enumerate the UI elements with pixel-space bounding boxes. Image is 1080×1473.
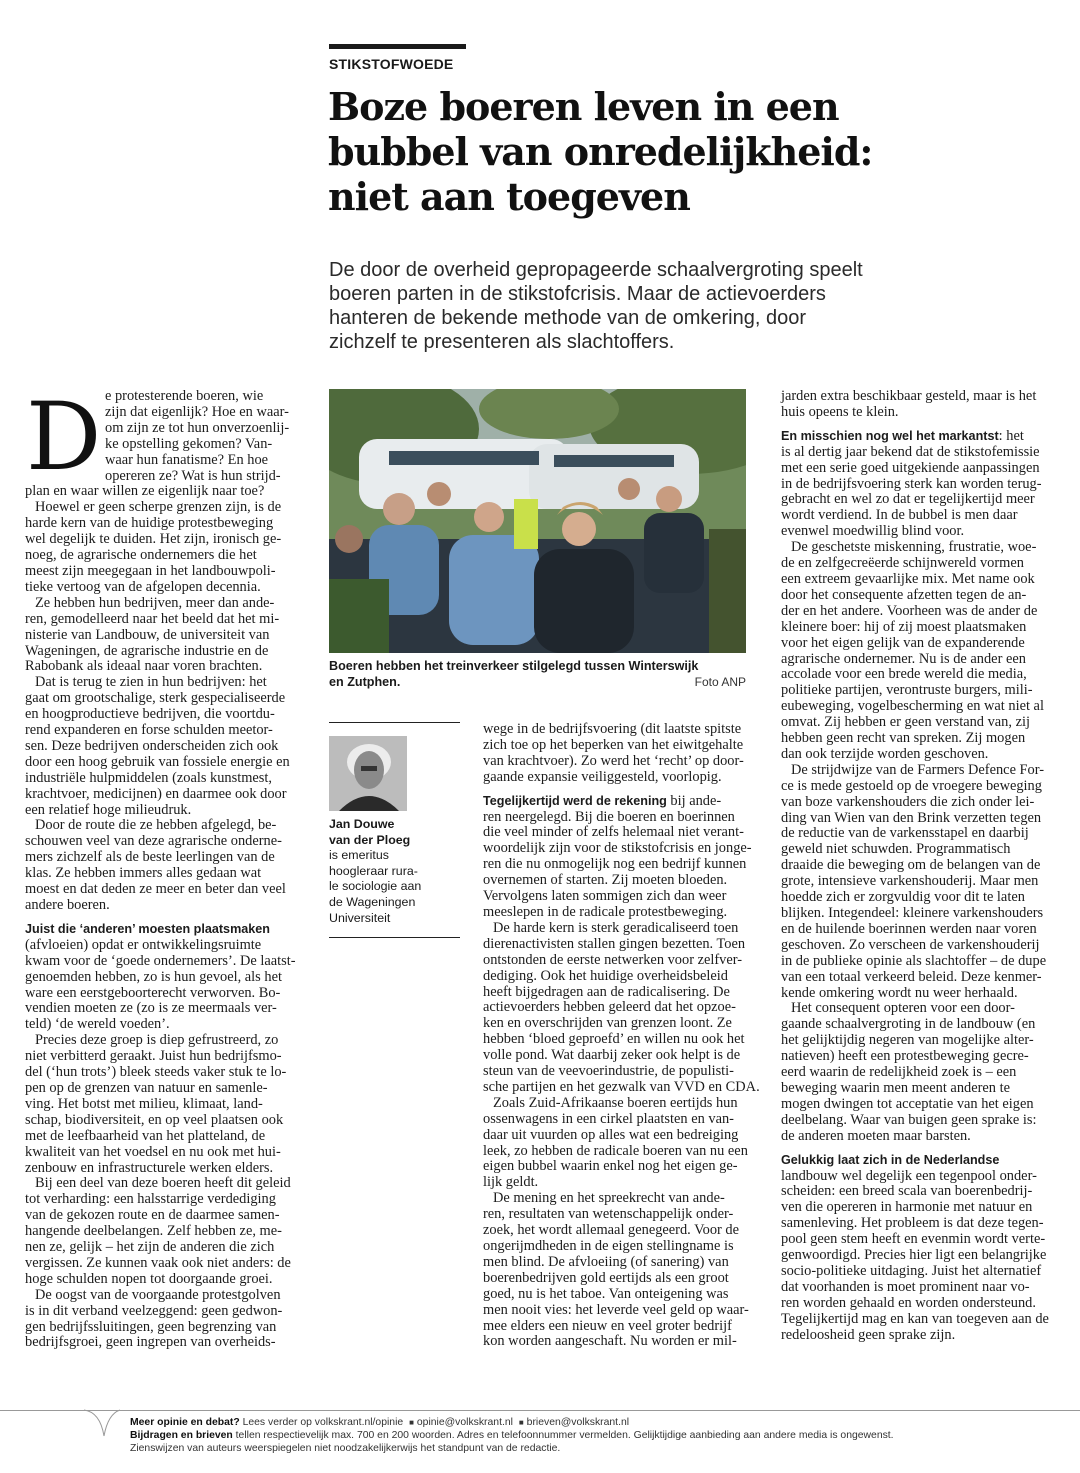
body-line: de en zelfgecreëerde schijnwereld vormen bbox=[781, 555, 1024, 572]
photo-credit: Foto ANP bbox=[694, 675, 746, 689]
body-line: een relatief hoge milieudruk. bbox=[25, 801, 192, 818]
lead-line: boeren parten in de stikstofcrisis. Maar de actievoerders bbox=[329, 283, 826, 305]
author-bio-line: hoogleraar rura- bbox=[329, 863, 418, 878]
footer-line-3: Zienswijzen van auteurs weerspiegelen niet noodzakelijkerwijs het standpunt van de redactie. bbox=[130, 1443, 561, 1454]
body-line: tot verharding: een halsstarrige verdediging bbox=[25, 1191, 276, 1208]
headline-line: bubbel van onredelijkheid: bbox=[328, 129, 873, 174]
body-line: klas. Ze hebben immers alles gedaan wat bbox=[25, 865, 262, 882]
body-line: van boze varkenshouders die zich onder lei- bbox=[781, 793, 1035, 810]
body-line: hoge schulden nopen tot doorgaande groei. bbox=[25, 1270, 273, 1287]
body-line: De oogst van de voorgaande protestgolven bbox=[35, 1286, 281, 1303]
body-line: meeslepen in de radicale protestbeweging. bbox=[483, 903, 728, 920]
opinie-email-link[interactable]: opinie@volkskrant.nl bbox=[416, 1417, 513, 1428]
body-line: om zijn ze tot hun onverzoenlij- bbox=[105, 419, 290, 436]
body-line: van krachtvoer). Zo werd het ‘recht’ op door- bbox=[483, 752, 744, 769]
subheading-text: Juist die ‘anderen’ moesten plaatsmaken bbox=[25, 921, 270, 936]
body-line: Bij een deel van deze boeren heeft dit geleid bbox=[35, 1175, 291, 1192]
body-line: Zoals Zuid-Afrikaanse boeren eertijds hun bbox=[493, 1094, 738, 1111]
body-line: het gelijktijdig negeren van mogelijke alter- bbox=[781, 1032, 1034, 1049]
headline-line: Boze boeren leven in een bbox=[328, 84, 839, 129]
body-line: ken en overschrijden van grenzen loont. Ze bbox=[483, 1015, 732, 1032]
body-line: industriële hulpmiddelen (zoals kunstmest, bbox=[25, 769, 272, 786]
footer-ornament-icon bbox=[82, 1408, 122, 1438]
body-line: geschoven. Zo verscheen de varkenshouderij bbox=[781, 936, 1040, 953]
body-line: nen ze, gelijk – het zijn de anderen die zich bbox=[25, 1239, 275, 1256]
author-name bbox=[329, 817, 469, 848]
body-line: dierenactivisten stallen gingen bezetten. Toen bbox=[483, 935, 746, 952]
author-portrait bbox=[329, 736, 407, 811]
body-line: gaande expansie veiliggesteld, voorlopig. bbox=[483, 768, 722, 785]
lead-line: hanteren de bekende methode van de omkering, door bbox=[329, 307, 807, 329]
footer-info bbox=[130, 1416, 1070, 1455]
body-line: der en het andere. Voorheen was de ander de bbox=[781, 602, 1038, 619]
body-line: De geschetste miskenning, frustratie, woe- bbox=[791, 539, 1037, 556]
article-lead bbox=[329, 258, 1029, 354]
body-line: genwoordigd. Precies hier ligt een belangrijke bbox=[781, 1247, 1047, 1264]
body-line: door een hoog gebruik van fossiele energie en bbox=[25, 753, 290, 770]
body-line: accolade voor een brede wereld die media, bbox=[781, 666, 1027, 683]
body-line: de anderen moeten maar barsten. bbox=[781, 1127, 971, 1144]
body-line: mers zichzelf als de beste leerlingen van de bbox=[25, 849, 275, 866]
body-line: andere boeren. bbox=[25, 897, 110, 913]
subheading-line bbox=[781, 429, 1043, 445]
body-line: ren, gemodelleerd naar het beeld dat het mi- bbox=[25, 610, 280, 627]
body-line: socio-politieke uitdaging. Juist het alternatief bbox=[781, 1262, 1042, 1279]
body-line: schouwen veel van deze agrarische onderne- bbox=[25, 833, 282, 850]
author-bio bbox=[329, 848, 469, 926]
body-line: men blind. De afvloeiing (of sanering) van bbox=[483, 1253, 729, 1270]
paragraph-gap bbox=[781, 1145, 1043, 1153]
body-line: rend expanderen en forse schulden meetor- bbox=[25, 722, 273, 739]
body-line: plan en waar willen ze eigenlijk naar toe? bbox=[25, 483, 265, 500]
body-line: hebben ‘bloed geproefd’ en willen nu ook het bbox=[483, 1031, 745, 1048]
subheading-line bbox=[25, 922, 287, 938]
body-line: sche partijen en het gezwalk van VVD en CDA. bbox=[483, 1078, 760, 1095]
body-line: blijken. Integendeel: kleinere varkenshouders bbox=[781, 905, 1044, 921]
footer-line-1 bbox=[130, 1416, 1070, 1429]
body-line: draaide die beweging om de belangen van de bbox=[781, 857, 1041, 874]
body-line: eigen bubbel waarin enkel nog het eigen ge- bbox=[483, 1158, 738, 1175]
body-line: men nooit vies: het leverde veel geld op waar- bbox=[483, 1301, 749, 1318]
body-line: mee elders een nieuw en veel groter bedrijf bbox=[483, 1317, 732, 1334]
body-line: wordt verdiend. In de bubbel is men daar bbox=[781, 507, 1018, 524]
body-line: De strijdwijze van de Farmers Defence For- bbox=[791, 761, 1045, 778]
body-line: hebben geen recht van spreken. Zij mogen bbox=[781, 730, 1026, 747]
body-line: met de leefbaarheid van het platteland, de bbox=[25, 1127, 266, 1144]
body-line: politieke partijen, verontruste burgers, mili- bbox=[781, 682, 1033, 699]
body-line: jarden extra beschikbaar gesteld, maar is het bbox=[781, 388, 1037, 404]
body-line: geweld niet schuwden. Programmatisch bbox=[781, 841, 1011, 858]
body-line: in de publieke opinie als slachtoffer – de dupe bbox=[781, 952, 1047, 969]
body-line: Precies deze groep is diep gefrustreerd, zo bbox=[35, 1032, 279, 1049]
article-headline bbox=[328, 84, 1028, 219]
body-line: zich toe op het beperken van het eiwitgehalte bbox=[483, 736, 744, 753]
body-line: niet verbitterd geraakt. Juist hun bedrijfsmo- bbox=[25, 1048, 282, 1065]
body-line: vergissen. Ze kunnen vaak ook niet anders: de bbox=[25, 1254, 291, 1271]
body-line: beweging waarin men meent anderen te bbox=[781, 1079, 1010, 1096]
body-line: ossenwagens in een cirkel plaatsten en van- bbox=[483, 1110, 734, 1127]
caption-line: en Zutphen. bbox=[329, 675, 401, 689]
body-line: actievoerders hebben geleerd dat het opzoe- bbox=[483, 999, 736, 1016]
body-line: moest en dat deden ze meer en beter dan veel bbox=[25, 881, 286, 898]
body-line: tieke vertoog van de afgelopen decennia. bbox=[25, 578, 261, 595]
body-line: natieven) heeft een protestbeweging gecre- bbox=[781, 1048, 1029, 1065]
body-line: noeg, de agrarische ondernemers die het bbox=[25, 547, 257, 564]
lead-line: De door de overheid gepropageerde schaalvergroting speelt bbox=[329, 259, 863, 281]
body-line: Rabobank als ideaal naar voren brachten. bbox=[25, 658, 263, 675]
footer-rule bbox=[0, 1410, 1080, 1411]
caption-line: Boeren hebben het treinverkeer stilgelegd tussen Winterswijk bbox=[329, 659, 699, 673]
body-line: Door de route die ze hebben afgelegd, be- bbox=[35, 817, 277, 834]
body-line: omvat. Zij hebben er geen verstand van, zij bbox=[781, 714, 1030, 731]
article-column-3 bbox=[781, 388, 1049, 1343]
body-line: nisterie van Landbouw, de universiteit van bbox=[25, 626, 270, 643]
body-line: daar uit vuurden op alles wat een bedreiging bbox=[483, 1126, 739, 1143]
body-line: lijk geldt. bbox=[483, 1174, 539, 1191]
body-text: bij ande- bbox=[666, 792, 722, 809]
kicker-rule bbox=[329, 44, 466, 49]
body-line: zoek, het wordt allemaal genegeerd. Voor de bbox=[483, 1222, 740, 1239]
author-bio-line: le sociologie aan bbox=[329, 879, 422, 894]
photo-caption bbox=[329, 658, 746, 690]
section-kicker: STIKSTOFWOEDE bbox=[329, 56, 454, 72]
body-line: boerenbedrijven gold eertijds als een groot bbox=[483, 1269, 729, 1286]
body-line: ongerijmdheden in de eigen stellingname is bbox=[483, 1238, 734, 1254]
body-line: genoemden hebben, zo is hun gevoel, als het bbox=[25, 968, 282, 985]
paragraph-gap bbox=[25, 914, 287, 922]
body-line: wege in de bedrijfsvoering (dit laatste spitste bbox=[483, 721, 742, 737]
body-line: opereren ze? Wat is hun strijd- bbox=[105, 467, 281, 484]
body-line: Ze hebben hun bedrijven, meer dan ande- bbox=[35, 594, 275, 611]
body-line: ren neergelegd. Bij die boeren en boerinnen bbox=[483, 808, 735, 825]
body-line: Het consequent opteren voor een door- bbox=[791, 1000, 1015, 1017]
body-line: landbouw wel degelijk een tegenpool onder- bbox=[781, 1167, 1037, 1184]
footer-bijdragen-label: Bijdragen en brieven bbox=[130, 1430, 233, 1441]
caption-text bbox=[329, 658, 746, 690]
author-box-rule bbox=[329, 722, 460, 723]
body-line: een extreem gevaarlijke mix. Met name ook bbox=[781, 570, 1035, 587]
body-line: Hoewel er geen scherpe grenzen zijn, is de bbox=[35, 499, 282, 516]
body-line: waar hun fanatisme? En hoe bbox=[105, 451, 269, 468]
body-line: gaat om grootschalige, sterk gespecialiseerde bbox=[25, 690, 286, 707]
body-line: zijn dat eigenlijk? Hoe en waar- bbox=[105, 403, 289, 420]
body-line: ontstonden de eerste netwerken voor zelfver- bbox=[483, 951, 743, 968]
headline-line: niet aan toegeven bbox=[328, 174, 690, 219]
body-line: samenleving. Het probleem is dat deze tegen- bbox=[781, 1215, 1044, 1232]
body-line: eerd waarin de redelijkheid zoek is – een bbox=[781, 1064, 1017, 1081]
author-box-bottom-rule bbox=[329, 937, 460, 938]
body-line: ven die opereren in harmonie met natuur en bbox=[781, 1199, 1033, 1216]
body-line: ce is mede gestoeld op de vroegere beweging bbox=[781, 777, 1042, 794]
body-line: e protesterende boeren, wie bbox=[105, 388, 264, 404]
body-line: dan ook terzijde worden geschoven. bbox=[781, 745, 989, 762]
body-line: schap, biodiversiteit, en op veel plaatsen ook bbox=[25, 1111, 284, 1128]
body-line: De harde kern is sterk geradicaliseerd toen bbox=[493, 919, 739, 936]
body-line: en hoogproductieve bedrijven, die voortdu- bbox=[25, 706, 275, 723]
body-line: agrarische ondernemer. Nu is de ander een bbox=[781, 650, 1026, 667]
author-info bbox=[329, 817, 469, 926]
body-line: gebracht en wel zo dat er tegelijkertijd meer bbox=[781, 491, 1035, 508]
body-line: deelbelang. Waar van buigen geen sprake is: bbox=[781, 1111, 1037, 1128]
body-line: ving. Het botst met milieu, klimaat, land- bbox=[25, 1095, 263, 1112]
body-line: del (‘hun trots’) bleek steeds vaker stuk te lo- bbox=[25, 1064, 287, 1081]
body-line: de reductie van de varkensstapel en daarbij bbox=[781, 825, 1029, 842]
footer-line-2 bbox=[130, 1429, 1070, 1442]
body-line: woordelijk zijn voor de stikstofcrisis en jonge- bbox=[483, 840, 752, 857]
body-line: volle pond. Wat daarbij zeker ook helpt is de bbox=[483, 1047, 741, 1064]
author-bio-line: de Wageningen bbox=[329, 894, 416, 909]
body-line: wel degelijk te duiden. Het zijn, ironisch ge- bbox=[25, 531, 282, 548]
author-name-line: van der Ploeg bbox=[329, 832, 411, 847]
news-photo bbox=[329, 389, 746, 653]
brieven-email-link[interactable]: brieven@volkskrant.nl bbox=[526, 1417, 630, 1428]
body-line: huis opeens te klein. bbox=[781, 403, 899, 420]
body-line: harde kern van de huidige protestbeweging bbox=[25, 515, 274, 532]
body-line: dat voorhanden is moet prominent naar vo- bbox=[781, 1278, 1030, 1295]
body-line: dediging. Ook het huidige overheidsbeleid bbox=[483, 967, 728, 984]
subheading-line bbox=[781, 1153, 1043, 1169]
body-line: Wageningen, de agrarische industrie en de bbox=[25, 642, 269, 659]
body-line: met een serie goed uitgekiende aanpassingen bbox=[781, 459, 1040, 476]
body-line: die veel minder of zelfs helemaal niet verant- bbox=[483, 824, 744, 841]
body-line: gaande schaalvergroting in de landbouw (en bbox=[781, 1016, 1036, 1033]
body-line: ware een eerstgeboorterecht verworven. Bo- bbox=[25, 984, 281, 1001]
subheading-text: Gelukkig laat zich in de Nederlandse bbox=[781, 1152, 1000, 1167]
article-column-2 bbox=[483, 721, 760, 1350]
body-line: Tegelijkertijd mag en kan van toegeven aan de bbox=[781, 1310, 1049, 1327]
footer-opinie-text: Lees verder op volkskrant.nl/opinie bbox=[239, 1417, 404, 1428]
body-line: kleinere boer: hij of zij moest plaatsmaken bbox=[781, 618, 1027, 635]
article-column-1 bbox=[25, 383, 296, 1351]
square-bullet-icon: ■ bbox=[518, 1418, 524, 1427]
body-line: ren, resultaten van wetenschappelijk onder- bbox=[483, 1206, 734, 1223]
body-line: van de gekozen route en de daarmee samen- bbox=[25, 1207, 280, 1224]
body-line: heeft bijgedragen aan de radicalisering. De bbox=[483, 983, 730, 1000]
body-line: vendien moeten ze (zo is ze meermaals ver- bbox=[25, 1000, 277, 1017]
body-line: hangende deelbelangen. Zelf hebben ze, me- bbox=[25, 1223, 282, 1240]
body-line: voor het eigen gelijk van de expanderende bbox=[781, 634, 1025, 651]
body-line: leek, zo hebben de radicale boeren van nu een bbox=[483, 1142, 748, 1159]
body-line: is al dertig jaar bekend dat de stikstofemissie bbox=[781, 443, 1040, 460]
body-line: evenwel moedwillig blind voor. bbox=[781, 523, 965, 540]
body-line: door het consequente afzetten tegen de an- bbox=[781, 586, 1027, 603]
body-line: teld) ‘de wereld voeden’. bbox=[25, 1016, 170, 1033]
body-line: krachtvoer, medicijnen) en daarmee ook door bbox=[25, 785, 287, 802]
subheading-text: Tegelijkertijd werd de rekening bbox=[483, 793, 667, 808]
body-line: kwam voor de ‘goede ondernemers’. De laatst- bbox=[25, 952, 296, 969]
body-line: pen op de grenzen van natuur en samenle- bbox=[25, 1079, 268, 1096]
body-line: (afvloeien) opdat er ontwikkelingsruimte bbox=[25, 936, 262, 953]
body-text: : het bbox=[998, 427, 1024, 444]
body-line: in de bedrijfsvoering sterk kan worden terug- bbox=[781, 475, 1042, 492]
body-line: ren worden gehaald en worden ondersteund. bbox=[781, 1294, 1036, 1311]
square-bullet-icon: ■ bbox=[409, 1418, 414, 1427]
body-line: zenbouw en infrastructurele werken elders. bbox=[25, 1159, 274, 1176]
body-line: scheiden: een breed scala van boerenbedrij- bbox=[781, 1183, 1033, 1200]
author-bio-line: Universiteit bbox=[329, 910, 391, 925]
body-line: hoedde zich er zorgvuldig voor dit te laten bbox=[781, 889, 1025, 906]
drop-cap: D bbox=[26, 383, 102, 492]
body-line: bedrijfsgroei, geen ingrepen van overheids- bbox=[25, 1334, 276, 1351]
subheading-text: En misschien nog wel het markantst bbox=[781, 428, 999, 443]
body-line: ding van Wien van den Brink verzetten tegen bbox=[781, 809, 1042, 826]
body-line: De mening en het spreekrecht van ande- bbox=[493, 1190, 725, 1207]
body-line: ren die nu onmogelijk nog een bedrijf kunnen bbox=[483, 856, 747, 873]
body-line: pool geen stem heeft en evenmin wordt verte- bbox=[781, 1231, 1046, 1248]
body-line: Dat is terug te zien in hun bedrijven: het bbox=[35, 674, 267, 691]
body-line: is in dit verband veelzeggend: geen gedwon- bbox=[25, 1302, 283, 1319]
footer-bijdragen-text: tellen respectievelijk max. 700 en 200 woorden. Adres en telefoonnummer vermelden. Gelijktijdige aanbieding aan andere media is ongewenst. bbox=[232, 1430, 894, 1441]
body-line: grote, intensieve varkenshouderij. Maar men bbox=[781, 873, 1039, 890]
body-line: van een totaal verkeerd beleid. Deze kenmer- bbox=[781, 968, 1042, 985]
subheading-line bbox=[483, 794, 745, 810]
lead-line: zichzelf te presenteren als slachtoffers. bbox=[329, 331, 675, 353]
body-line: redeloosheid geen sprake zijn. bbox=[781, 1326, 956, 1343]
body-line: overnemen of starten. Zij moeten bloeden. bbox=[483, 872, 728, 889]
body-line: sen. Deze bedrijven onderscheiden zich ook bbox=[25, 737, 279, 754]
body-line: steun van de veevoerindustrie, de populisti- bbox=[483, 1063, 734, 1080]
body-line: ke opstelling gekomen? Van- bbox=[105, 435, 273, 452]
body-line: kon worden aangeschaft. Nu worden er mil- bbox=[483, 1333, 737, 1350]
body-line: Vervolgens laten sommigen zich dan weer bbox=[483, 888, 727, 905]
body-line: eubeweging, vogelbescherming en wat niet al bbox=[781, 698, 1044, 715]
body-line: kende omkering wordt nu weer herhaald. bbox=[781, 984, 1018, 1001]
body-line: mogen dwingen tot acceptatie van het eigen bbox=[781, 1095, 1034, 1112]
author-name-line: Jan Douwe bbox=[329, 817, 395, 831]
body-line: kwaliteit van het voedsel en nu ook met hui- bbox=[25, 1143, 281, 1160]
body-line: meest zijn meegegaan in het landbouwpoli- bbox=[25, 562, 276, 579]
footer-opinie-label: Meer opinie en debat? bbox=[130, 1417, 240, 1428]
body-line: gen bedrijfssluitingen, geen begrenzing van bbox=[25, 1318, 277, 1335]
author-bio-line: is emeritus bbox=[329, 848, 389, 863]
body-line: en de huilende boerinnen werden naar voren bbox=[781, 920, 1037, 937]
body-line: goed, nu is het taboe. Van onteigening was bbox=[483, 1285, 729, 1302]
